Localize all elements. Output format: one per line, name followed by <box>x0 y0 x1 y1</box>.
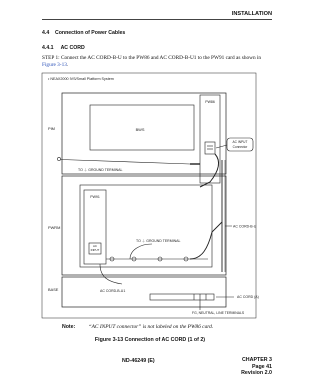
fg-terminals-label: FG, NEUTRAL, LINE TERMINALS <box>192 311 245 315</box>
diagram-frame <box>42 73 256 318</box>
pw91-ac-label-line2: INPUT <box>90 248 100 252</box>
ac-cord-diagram <box>40 72 262 320</box>
ground-label-mid: TO ⏚ GROUND TERMINAL <box>136 239 181 243</box>
pwrm-label: PWRM <box>48 225 61 230</box>
ground-label-top: TO ⏚ GROUND TERMINAL <box>78 168 123 172</box>
pw91-card <box>84 190 106 264</box>
pw86-label: PW86 <box>205 100 215 104</box>
ac-input-connector <box>205 142 215 154</box>
footer-chapter: CHAPTER 3 <box>241 357 272 363</box>
bws-label: BWS <box>135 127 145 132</box>
note-text: “AC INPUT connector” is not labeled on the PW86 card. <box>88 324 214 330</box>
cord-pw86-loop <box>200 154 219 187</box>
ac-cord-b-u1-label: AC CORD-B-U1 <box>100 289 126 293</box>
footer-page: Page 41 <box>251 363 272 370</box>
figure-caption: Figure 3-13 Connection of AC CORD (1 of 2) <box>94 337 206 343</box>
fg-terminal-block <box>150 294 214 300</box>
base-label: BASE <box>48 287 59 292</box>
step-paragraph <box>42 55 274 70</box>
ground-wire <box>61 160 191 165</box>
subsection-heading <box>42 45 85 51</box>
step-end: . <box>66 62 69 69</box>
section-number: 4.4 <box>42 30 50 36</box>
footer-doc-id: ND-46249 (E) <box>122 358 155 364</box>
section-heading <box>42 30 125 36</box>
pw91-label: PW91 <box>90 195 100 199</box>
system-title: • NEAX2000 IVS/Small Platform System <box>48 77 114 81</box>
running-header: INSTALLATION <box>231 11 272 17</box>
footer-revision: Revision 2.0 <box>241 370 272 376</box>
ground-terminal <box>57 157 60 160</box>
cord-b-u1-run <box>190 222 222 259</box>
pwrm-inner-box <box>80 185 212 267</box>
ac-input-callout-line1: AC INPUT <box>232 140 248 144</box>
pwrm-chassis <box>62 176 226 275</box>
pim-label: PIM <box>48 126 55 131</box>
header-rule <box>42 19 272 20</box>
note <box>62 324 213 330</box>
ground-wire-mid <box>130 244 152 259</box>
note-label: Note: <box>62 324 76 330</box>
ac-cord-a-label: AC CORD (A) <box>237 295 259 299</box>
step-label: STEP 1: <box>42 55 60 61</box>
footer-chapter-block <box>241 357 272 377</box>
ac-input-callout-line2: Connector <box>232 145 248 149</box>
base-chassis <box>62 277 226 307</box>
step-text: Connect the AC CORD-B-U to the PW86 and AC CORD-B-U1 to the PW91 card as shown in <box>60 55 262 61</box>
ac-cord-b-u-label: AC CORD-B-U <box>233 224 257 229</box>
subsection-number: 4.4.1 <box>42 45 54 51</box>
section-title: Connection of Power Cables <box>54 30 126 36</box>
pw91-ac-label-line1: AC <box>92 244 98 248</box>
leader-line <box>216 145 227 148</box>
figure-link[interactable]: Figure 3-13 <box>42 62 67 69</box>
subsection-title: AC CORD <box>60 45 85 51</box>
